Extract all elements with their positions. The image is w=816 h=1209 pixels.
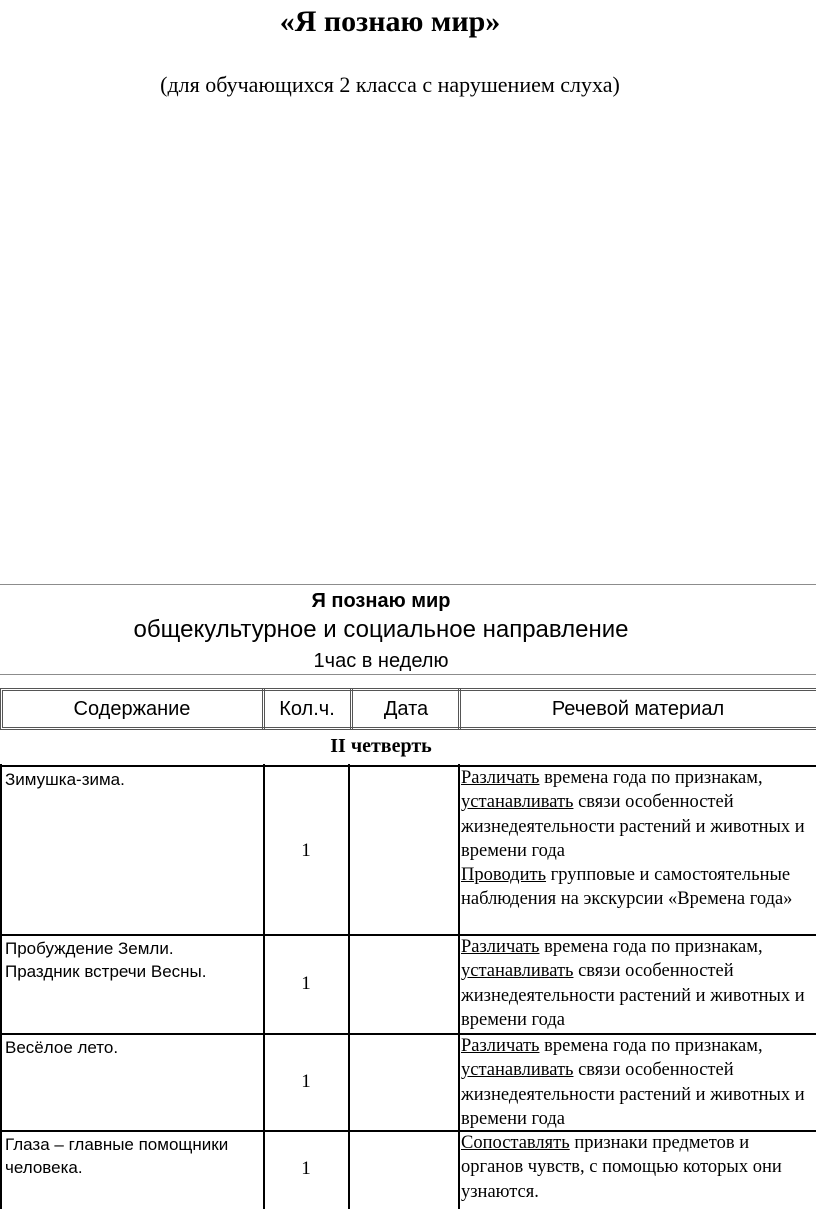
speech-material-cell — [461, 1034, 813, 1131]
topic-line: человека. — [5, 1158, 83, 1177]
speech-text: связи особенностей жизнедеятельности растений и животных и времени года — [461, 792, 805, 861]
document-subtitle: (для обучающихся 2 класса с нарушением слуха) — [160, 72, 620, 97]
hours-cell: 1 — [301, 973, 311, 994]
speech-text: времена года по признакам, — [539, 1036, 763, 1056]
hours-cell: 1 — [301, 1071, 311, 1092]
action-verb: устанавливать — [461, 961, 574, 982]
hours-cell: 1 — [301, 1158, 311, 1179]
program-direction: общекультурное и социальное направление — [133, 616, 629, 643]
document-title: «Я познаю мир» — [279, 5, 501, 38]
topic-line: Глаза – главные помощники — [5, 1135, 229, 1154]
topic-cell — [5, 1036, 263, 1059]
hours-cell: 1 — [301, 840, 311, 861]
action-verb: Сопоставлять — [461, 1133, 570, 1153]
action-verb: Различать — [461, 937, 540, 957]
speech-text: времена года по признакам, — [539, 937, 763, 957]
speech-text: связи особенностей жизнедеятельности растений и животных и времени года — [461, 1060, 805, 1129]
speech-material-cell — [461, 1131, 813, 1204]
column-header-speech: Речевой материал — [551, 698, 725, 720]
speech-text: групповые и самостоятельные наблюдения на экскурсии «Времена года» — [461, 865, 793, 910]
column-border — [0, 764, 2, 1209]
topic-line: Пробуждение Земли. — [5, 939, 174, 958]
column-border — [348, 764, 350, 1209]
speech-text: времена года по признакам, — [539, 768, 763, 788]
action-verb: устанавливать — [461, 1060, 574, 1081]
speech-material-cell — [461, 935, 813, 1032]
topic-line: Зимушка-зима. — [5, 770, 125, 789]
topic-cell — [5, 1133, 263, 1179]
topic-line: Весёлое лето. — [5, 1038, 119, 1057]
program-hours-per-week: 1час в неделю — [313, 650, 449, 672]
topic-cell — [5, 937, 263, 983]
topic-cell — [5, 768, 263, 791]
action-verb: Проводить — [461, 865, 547, 886]
column-header-content: Содержание — [73, 698, 191, 720]
speech-text: признаки предметов и органов чувств, с помощью которых они узнаются. — [461, 1133, 782, 1202]
topic-line: Праздник встречи Весны. — [5, 962, 207, 981]
column-header-date: Дата — [383, 698, 429, 720]
column-header-hours: Кол.ч. — [279, 698, 335, 720]
action-verb: Различать — [461, 768, 540, 788]
action-verb: Различать — [461, 1036, 540, 1056]
speech-text: связи особенностей жизнедеятельности растений и животных и времени года — [461, 961, 805, 1030]
speech-material-cell — [461, 766, 813, 912]
action-verb: устанавливать — [461, 792, 574, 813]
column-border — [458, 764, 460, 1209]
program-name: Я познаю мир — [311, 590, 451, 612]
quarter-heading: II четверть — [330, 735, 432, 757]
